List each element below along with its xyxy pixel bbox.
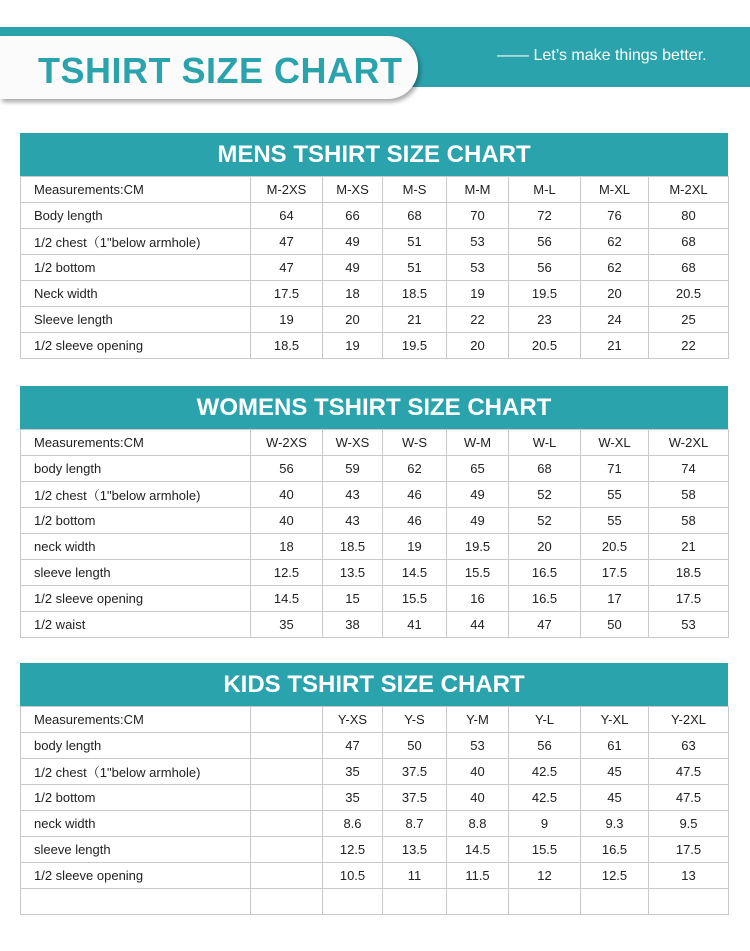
table-row xyxy=(21,281,729,307)
measurement-cell: 9 xyxy=(509,811,581,837)
measurement-cell: 56 xyxy=(251,456,323,482)
measurement-cell: 14.5 xyxy=(383,560,447,586)
measurement-cell: 58 xyxy=(649,508,729,534)
measurement-cell: 49 xyxy=(447,482,509,508)
size-header-cell: Y-XS xyxy=(323,707,383,733)
measurement-cell: 49 xyxy=(323,255,383,281)
measurement-cell: 17.5 xyxy=(251,281,323,307)
measurement-cell: 66 xyxy=(323,203,383,229)
size-header-cell: W-S xyxy=(383,430,447,456)
measurement-cell: 52 xyxy=(509,508,581,534)
measurement-cell: 53 xyxy=(447,255,509,281)
measurement-cell: 18.5 xyxy=(323,534,383,560)
measurement-cell: 49 xyxy=(323,229,383,255)
measurement-cell: 53 xyxy=(447,229,509,255)
measurement-cell: 17.5 xyxy=(649,586,729,612)
size-header-cell: W-L xyxy=(509,430,581,456)
kids-size-chart xyxy=(20,663,728,915)
row-label: neck width xyxy=(21,811,251,837)
table-row xyxy=(21,307,729,333)
measurement-cell: 80 xyxy=(649,203,729,229)
measurement-cell: 12 xyxy=(509,863,581,889)
measurement-cell: 43 xyxy=(323,508,383,534)
row-label: Neck width xyxy=(21,281,251,307)
measurement-cell xyxy=(251,837,323,863)
measurement-cell: 47 xyxy=(251,229,323,255)
measurement-cell: 13.5 xyxy=(323,560,383,586)
table-row xyxy=(21,255,729,281)
measurement-cell: 18.5 xyxy=(649,560,729,586)
measurement-cell: 65 xyxy=(447,456,509,482)
table-header-row xyxy=(21,177,729,203)
size-table xyxy=(20,176,729,359)
womens-size-chart xyxy=(20,386,728,638)
measurement-cell: 17.5 xyxy=(649,837,729,863)
measurement-cell: 24 xyxy=(581,307,649,333)
measurement-cell: 68 xyxy=(649,255,729,281)
size-header-cell: M-L xyxy=(509,177,581,203)
measurement-cell: 16 xyxy=(447,586,509,612)
measurement-cell: 35 xyxy=(251,612,323,638)
measurement-cell: 62 xyxy=(383,456,447,482)
measurement-cell: 40 xyxy=(251,508,323,534)
measurement-cell: 20.5 xyxy=(581,534,649,560)
measurement-cell: 8.8 xyxy=(447,811,509,837)
measurement-cell: 56 xyxy=(509,733,581,759)
measurement-cell: 20 xyxy=(323,307,383,333)
size-header-cell: Y-L xyxy=(509,707,581,733)
size-table xyxy=(20,706,729,915)
row-label xyxy=(21,889,251,915)
measurement-cell: 46 xyxy=(383,482,447,508)
measurement-cell: 14.5 xyxy=(251,586,323,612)
measurement-cell: 13.5 xyxy=(383,837,447,863)
size-header-cell: W-XL xyxy=(581,430,649,456)
measurement-cell: 19.5 xyxy=(447,534,509,560)
table-row xyxy=(21,759,729,785)
measurement-cell: 14.5 xyxy=(447,837,509,863)
row-label: neck width xyxy=(21,534,251,560)
measurement-cell: 55 xyxy=(581,482,649,508)
measurement-cell: 18 xyxy=(323,281,383,307)
measurement-cell: 21 xyxy=(383,307,447,333)
measurement-cell: 68 xyxy=(649,229,729,255)
table-row xyxy=(21,863,729,889)
table-row xyxy=(21,837,729,863)
size-header-cell: W-M xyxy=(447,430,509,456)
measurement-cell: 18.5 xyxy=(251,333,323,359)
measurement-cell: 53 xyxy=(447,733,509,759)
size-header-cell: W-2XS xyxy=(251,430,323,456)
measurement-cell xyxy=(251,759,323,785)
measurement-cell: 76 xyxy=(581,203,649,229)
table-row xyxy=(21,333,729,359)
measurement-cell: 51 xyxy=(383,255,447,281)
measurement-cell: 74 xyxy=(649,456,729,482)
measurement-cell xyxy=(383,889,447,915)
measurement-cell: 15 xyxy=(323,586,383,612)
size-header-cell: M-XS xyxy=(323,177,383,203)
measurement-cell: 8.6 xyxy=(323,811,383,837)
size-table xyxy=(20,429,729,638)
measurement-cell: 68 xyxy=(383,203,447,229)
table-row xyxy=(21,586,729,612)
row-label: 1/2 bottom xyxy=(21,255,251,281)
measurement-cell: 62 xyxy=(581,229,649,255)
page-title: TSHIRT SIZE CHART xyxy=(38,50,403,91)
size-header-cell: Y-XL xyxy=(581,707,649,733)
measurement-cell: 18 xyxy=(251,534,323,560)
table-row xyxy=(21,889,729,915)
measurement-cell: 47.5 xyxy=(649,785,729,811)
measurement-cell: 63 xyxy=(649,733,729,759)
measurement-cell: 19.5 xyxy=(509,281,581,307)
row-label: 1/2 sleeve opening xyxy=(21,863,251,889)
measurement-cell: 15.5 xyxy=(447,560,509,586)
table-row xyxy=(21,733,729,759)
table-row xyxy=(21,612,729,638)
measurement-cell: 72 xyxy=(509,203,581,229)
measurement-cell: 22 xyxy=(649,333,729,359)
measurement-cell: 8.7 xyxy=(383,811,447,837)
measurement-cell: 19.5 xyxy=(383,333,447,359)
measurement-cell: 45 xyxy=(581,759,649,785)
measurement-cell: 35 xyxy=(323,785,383,811)
measurement-cell: 20 xyxy=(581,281,649,307)
measurement-cell: 18.5 xyxy=(383,281,447,307)
measurement-cell: 50 xyxy=(383,733,447,759)
measurement-cell: 19 xyxy=(383,534,447,560)
measurement-cell: 40 xyxy=(251,482,323,508)
measurement-cell xyxy=(323,889,383,915)
table-row xyxy=(21,508,729,534)
measurement-cell: 52 xyxy=(509,482,581,508)
measurement-cell: 19 xyxy=(251,307,323,333)
measurement-cell: 58 xyxy=(649,482,729,508)
row-label: body length xyxy=(21,733,251,759)
measurement-cell: 11 xyxy=(383,863,447,889)
table-header-row xyxy=(21,430,729,456)
table-row xyxy=(21,811,729,837)
table-row xyxy=(21,534,729,560)
measurement-cell: 46 xyxy=(383,508,447,534)
size-header-cell: M-2XL xyxy=(649,177,729,203)
measurement-cell: 16.5 xyxy=(509,560,581,586)
measurement-cell: 70 xyxy=(447,203,509,229)
measurements-label: Measurements:CM xyxy=(21,707,251,733)
measurement-cell xyxy=(251,889,323,915)
measurement-cell: 42.5 xyxy=(509,785,581,811)
measurement-cell: 21 xyxy=(649,534,729,560)
measurement-cell: 56 xyxy=(509,229,581,255)
size-header-cell: M-M xyxy=(447,177,509,203)
measurement-cell: 47 xyxy=(323,733,383,759)
table-row xyxy=(21,456,729,482)
mens-size-chart xyxy=(20,133,728,359)
measurement-cell: 25 xyxy=(649,307,729,333)
measurement-cell xyxy=(251,863,323,889)
table-row xyxy=(21,785,729,811)
tagline: —— Let’s make things better. xyxy=(497,47,707,64)
table-row xyxy=(21,482,729,508)
section-title: WOMENS TSHIRT SIZE CHART xyxy=(20,386,728,429)
measurement-cell: 20 xyxy=(447,333,509,359)
size-header-cell: Y-M xyxy=(447,707,509,733)
measurement-cell: 22 xyxy=(447,307,509,333)
row-label: 1/2 chest（1"below armhole) xyxy=(21,759,251,785)
measurement-cell: 21 xyxy=(581,333,649,359)
row-label: 1/2 sleeve opening xyxy=(21,586,251,612)
measurement-cell: 53 xyxy=(649,612,729,638)
measurement-cell: 13 xyxy=(649,863,729,889)
measurement-cell: 9.3 xyxy=(581,811,649,837)
measurement-cell: 40 xyxy=(447,759,509,785)
measurement-cell: 12.5 xyxy=(581,863,649,889)
row-label: sleeve length xyxy=(21,560,251,586)
table-row xyxy=(21,560,729,586)
size-header-cell: M-2XS xyxy=(251,177,323,203)
measurement-cell: 9.5 xyxy=(649,811,729,837)
measurement-cell: 41 xyxy=(383,612,447,638)
measurements-label: Measurements:CM xyxy=(21,430,251,456)
measurements-label: Measurements:CM xyxy=(21,177,251,203)
measurement-cell: 47 xyxy=(509,612,581,638)
measurement-cell: 64 xyxy=(251,203,323,229)
size-header-cell: Y-S xyxy=(383,707,447,733)
measurement-cell: 23 xyxy=(509,307,581,333)
measurement-cell: 15.5 xyxy=(509,837,581,863)
measurement-cell: 10.5 xyxy=(323,863,383,889)
section-title: MENS TSHIRT SIZE CHART xyxy=(20,133,728,176)
row-label: sleeve length xyxy=(21,837,251,863)
measurement-cell: 51 xyxy=(383,229,447,255)
size-header-cell: W-2XL xyxy=(649,430,729,456)
measurement-cell: 56 xyxy=(509,255,581,281)
table-row xyxy=(21,229,729,255)
measurement-cell: 19 xyxy=(323,333,383,359)
measurement-cell xyxy=(251,785,323,811)
section-title: KIDS TSHIRT SIZE CHART xyxy=(20,663,728,706)
measurement-cell: 20.5 xyxy=(509,333,581,359)
table-row xyxy=(21,203,729,229)
measurement-cell: 62 xyxy=(581,255,649,281)
table-header-row xyxy=(21,707,729,733)
measurement-cell: 37.5 xyxy=(383,785,447,811)
measurement-cell: 49 xyxy=(447,508,509,534)
size-header-cell: W-XS xyxy=(323,430,383,456)
row-label: 1/2 waist xyxy=(21,612,251,638)
measurement-cell: 71 xyxy=(581,456,649,482)
measurement-cell: 16.5 xyxy=(509,586,581,612)
measurement-cell: 55 xyxy=(581,508,649,534)
measurement-cell: 37.5 xyxy=(383,759,447,785)
size-header-cell xyxy=(251,707,323,733)
measurement-cell: 68 xyxy=(509,456,581,482)
measurement-cell xyxy=(251,811,323,837)
measurement-cell: 19 xyxy=(447,281,509,307)
measurement-cell: 42.5 xyxy=(509,759,581,785)
measurement-cell: 44 xyxy=(447,612,509,638)
measurement-cell xyxy=(581,889,649,915)
row-label: 1/2 bottom xyxy=(21,508,251,534)
measurement-cell xyxy=(509,889,581,915)
row-label: 1/2 bottom xyxy=(21,785,251,811)
measurement-cell: 16.5 xyxy=(581,837,649,863)
measurement-cell: 20.5 xyxy=(649,281,729,307)
measurement-cell: 43 xyxy=(323,482,383,508)
row-label: 1/2 sleeve opening xyxy=(21,333,251,359)
size-header-cell: M-S xyxy=(383,177,447,203)
measurement-cell: 12.5 xyxy=(323,837,383,863)
size-header-cell: Y-2XL xyxy=(649,707,729,733)
row-label: 1/2 chest（1"below armhole) xyxy=(21,482,251,508)
measurement-cell xyxy=(251,733,323,759)
measurement-cell: 17 xyxy=(581,586,649,612)
measurement-cell xyxy=(649,889,729,915)
measurement-cell: 40 xyxy=(447,785,509,811)
measurement-cell: 20 xyxy=(509,534,581,560)
row-label: Body length xyxy=(21,203,251,229)
row-label: 1/2 chest（1"below armhole) xyxy=(21,229,251,255)
measurement-cell: 47.5 xyxy=(649,759,729,785)
measurement-cell: 47 xyxy=(251,255,323,281)
measurement-cell: 35 xyxy=(323,759,383,785)
measurement-cell xyxy=(447,889,509,915)
measurement-cell: 17.5 xyxy=(581,560,649,586)
measurement-cell: 45 xyxy=(581,785,649,811)
measurement-cell: 61 xyxy=(581,733,649,759)
measurement-cell: 38 xyxy=(323,612,383,638)
measurement-cell: 15.5 xyxy=(383,586,447,612)
measurement-cell: 59 xyxy=(323,456,383,482)
row-label: body length xyxy=(21,456,251,482)
size-header-cell: M-XL xyxy=(581,177,649,203)
measurement-cell: 12.5 xyxy=(251,560,323,586)
measurement-cell: 50 xyxy=(581,612,649,638)
measurement-cell: 11.5 xyxy=(447,863,509,889)
row-label: Sleeve length xyxy=(21,307,251,333)
